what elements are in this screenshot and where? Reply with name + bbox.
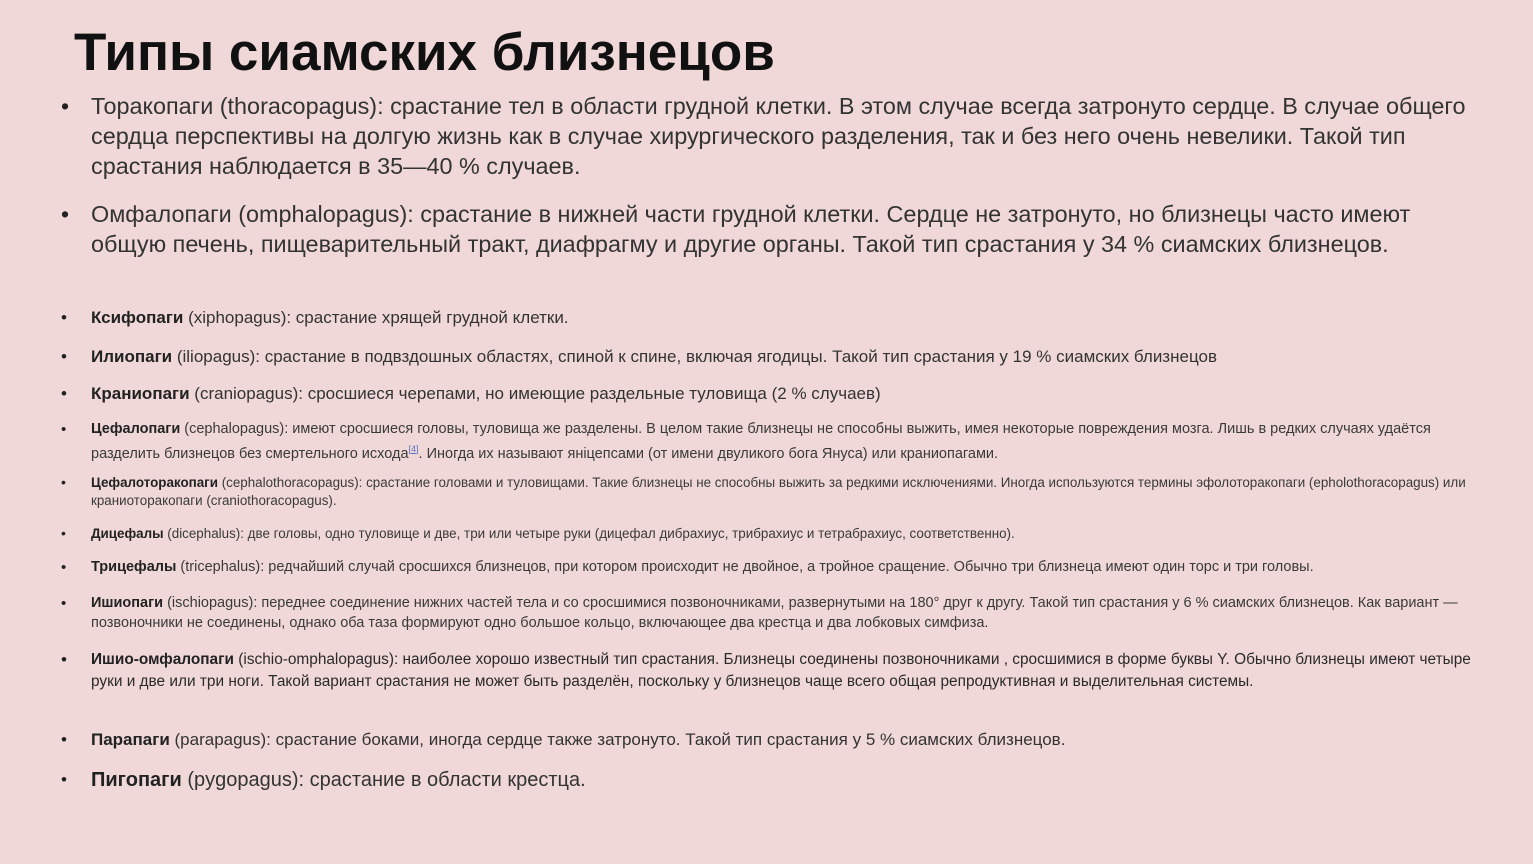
item-term: Пигопаги — [91, 769, 182, 791]
item-text: (cephalopagus): имеют сросшиеся головы, туловища же разделены. В целом такие близнецы не способны выжить, имея некоторые повреждения мозга. Лишь в редких случаях удаётся разделить близнецов без смертельного исхода — [91, 421, 1431, 462]
item-term: Трицефалы — [91, 559, 177, 575]
list-item-iliopagus — [91, 346, 1483, 367]
item-text: (ischio-omphalopagus): наиболее хорошо известный тип срастания. Близнецы соединены позвоночниками , сросшимися в форме буквы Y. Обычно близнецы имеют четыре руки и две или три ноги. Такой вариант срастания не может быть разделён, поскольку у близнецов чаще всего общая репродуктивная и выделительная системы. — [91, 651, 1471, 690]
list-item-ischio-omphalopagus — [91, 649, 1483, 692]
slide-title: Типы сиамских близнецов — [74, 23, 775, 82]
item-term: Илиопаги — [91, 347, 173, 366]
list-item-ischiopagus — [91, 594, 1483, 633]
item-text: . Иногда их называют янiцепсами (от имени двуликого бога Януса) или краниопагами. — [418, 445, 999, 462]
item-term: Ишио-омфалопаги — [91, 651, 234, 668]
item-term: Цефалопаги — [91, 421, 181, 437]
item-text: (dicephalus): две головы, одно туловище и две, три или четыре руки (дицефал дибрахиус, трибрахиус и тетрабрахиус, соответственно). — [163, 526, 1015, 541]
item-text: (ischiopagus): переднее соединение нижних частей тела и со сросшимися позвоночниками, развернутыми на 180° друг к другу. Такой тип срастания у 6 % сиамских близнецов. Как вариант — позвоночники не соединены, однако оба таза формируют одно большое кольцо, включающее два крестца и два лобковых симфиза. — [91, 595, 1458, 631]
item-text: Торакопаги (thoracopagus): срастание тел в области грудной клетки. В этом случае всегда затронуто сердце. В случае общего сердца перспективы на долгую жизнь как в случае хирургического разделения, так и без него очень невелики. Такой тип срастания наблюдается в 35—40 % случаев. — [91, 93, 1466, 179]
item-text: (craniopagus): сросшиеся черепами, но имеющие раздельные туловища (2 % случаев) — [189, 384, 881, 403]
item-term: Ксифопаги — [91, 308, 184, 327]
item-text: (xiphopagus): срастание хрящей грудной клетки. — [183, 308, 569, 327]
item-text: (iliopagus): срастание в подвздошных областях, спиной к спине, включая ягодицы. Такой тип срастания у 19 % сиамских близнецов — [172, 347, 1217, 366]
list-item-craniopagus — [91, 383, 1483, 404]
list-item-thoracopagus — [91, 91, 1483, 181]
list-item-parapagus — [91, 729, 1483, 750]
item-term: Цефалоторакопаги — [91, 475, 218, 490]
item-text: (pygopagus): срастание в области крестца. — [181, 769, 586, 791]
list-item-cephalothoracopagus — [91, 474, 1483, 509]
list-item-cephalopagus — [91, 420, 1483, 464]
list-item-dicephalus — [91, 525, 1483, 543]
reference-link[interactable]: [4] — [408, 443, 419, 454]
item-term: Парапаги — [91, 730, 170, 749]
list-item-pygopagus — [91, 768, 1483, 792]
item-text: (tricephalus): редчайший случай сросшихся близнецов, при котором происходит не двойное, а тройное сращение. Обычно три близнеца имеют один торс и три головы. — [176, 559, 1314, 575]
item-text: (cephalothoracopagus): срастание головами и туловищами. Такие близнецы не способны выжить за редкими исключениями. Иногда используются термины эфолоторакопаги (epholothoracopagus) или краниоторакопаги (craniothoracopagus). — [91, 475, 1466, 508]
item-text: Омфалопаги (omphalopagus): срастание в нижней части грудной клетки. Сердце не затронуто, но близнецы часто имеют общую печень, пищеварительный тракт, диафрагму и другие органы. Такой тип срастания у 34 % сиамских близнецов. — [91, 201, 1411, 257]
list-item-tricephalus — [91, 558, 1483, 578]
list-item-omphalopagus — [91, 199, 1483, 259]
list-item-xiphopagus — [91, 307, 1483, 328]
item-term: Ишиопаги — [91, 595, 164, 611]
item-term: Краниопаги — [91, 384, 190, 403]
item-term: Дицефалы — [91, 526, 164, 541]
item-text: (parapagus): срастание боками, иногда сердце также затронуто. Такой тип срастания у 5 % сиамских близнецов. — [169, 730, 1066, 749]
